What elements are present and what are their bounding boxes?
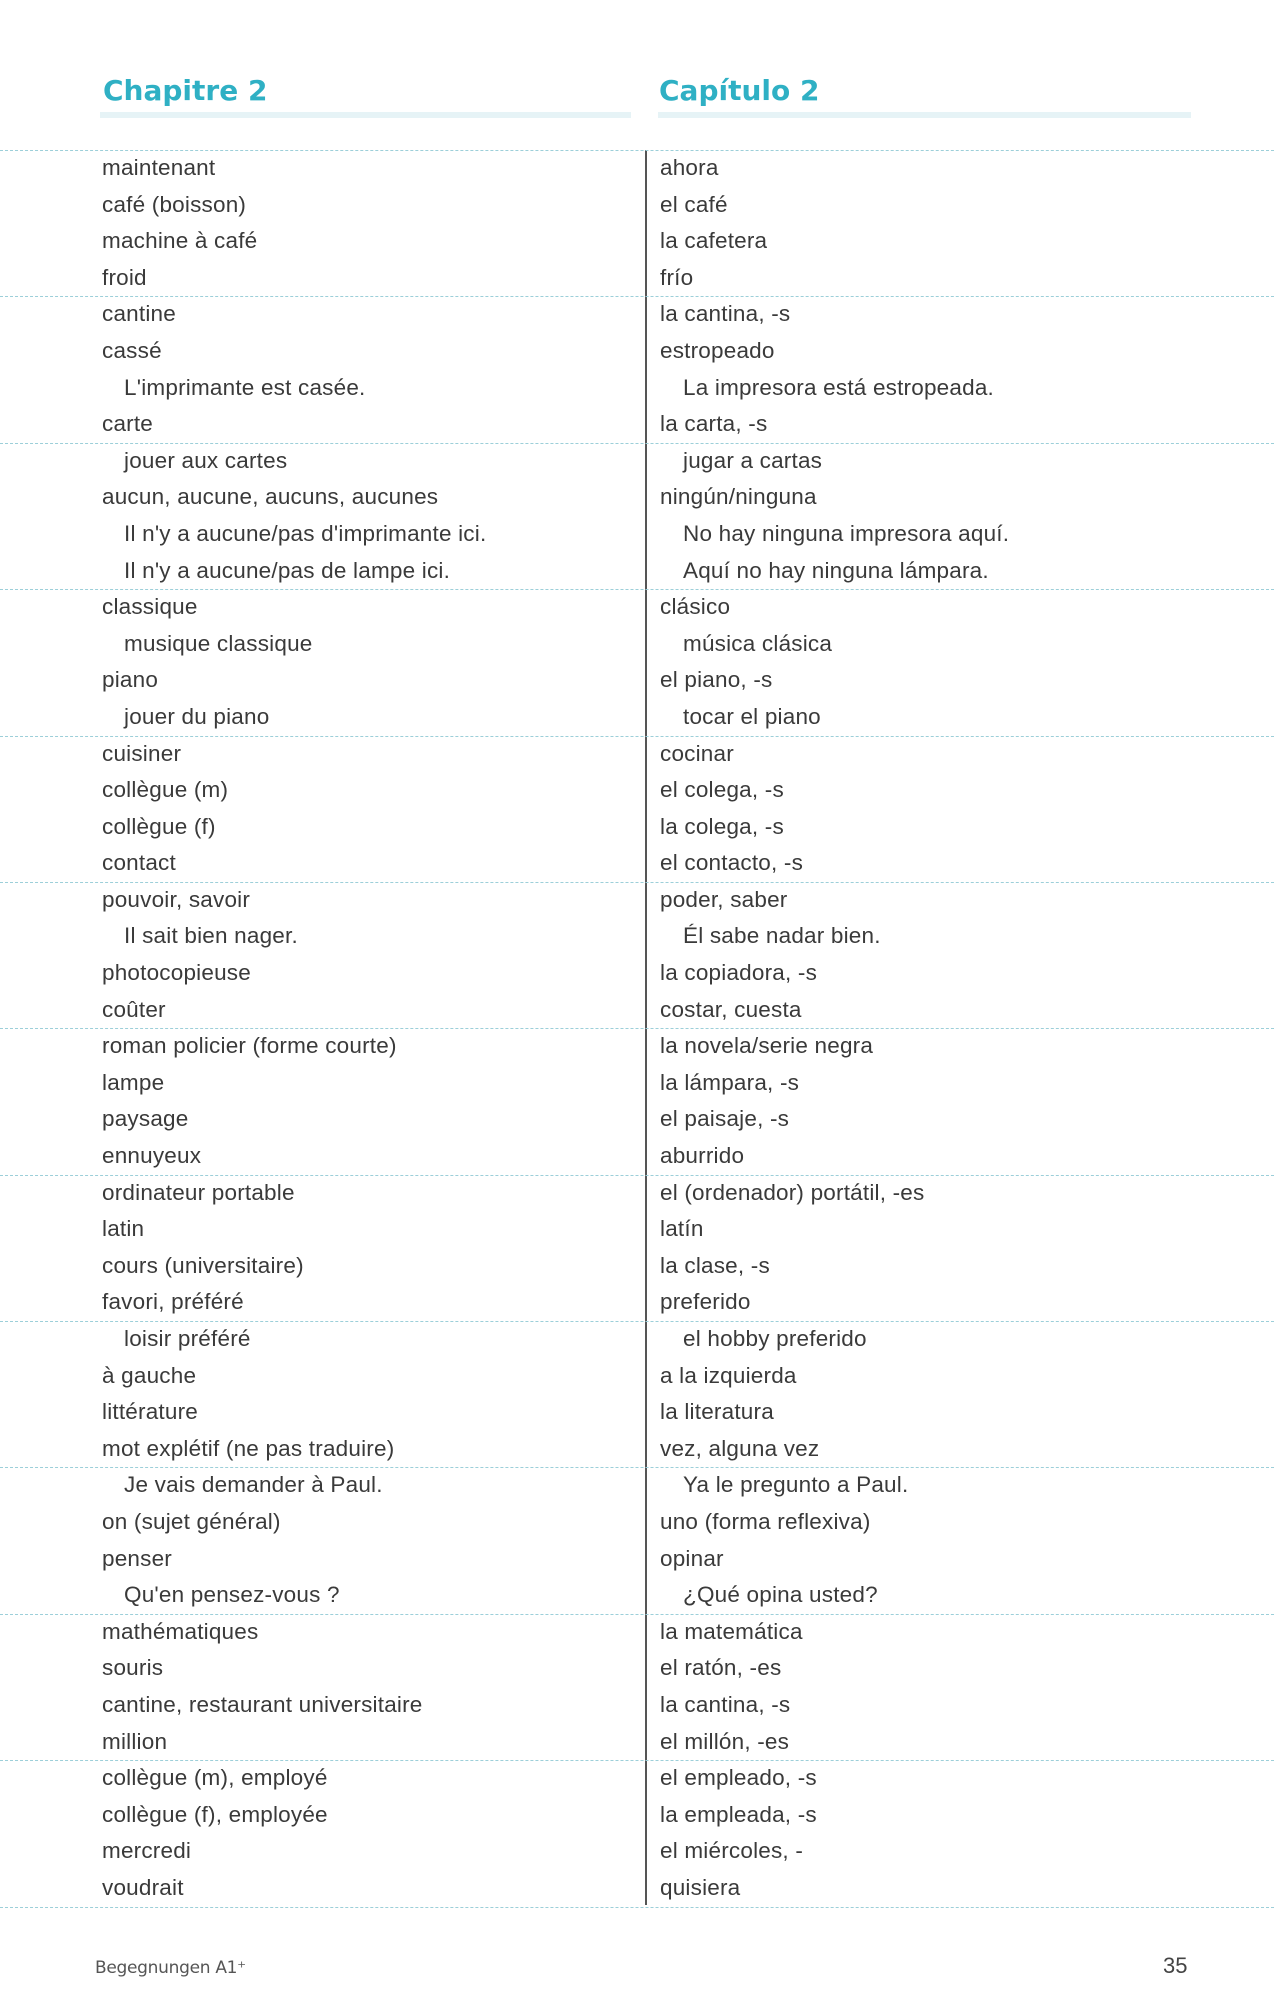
spanish-term: costar, cuesta [660,996,802,1022]
vocab-row [0,1394,1274,1431]
french-term: froid [102,264,147,290]
vocab-row [0,150,1274,187]
vocab-row [0,882,1274,919]
spanish-term: el piano, -s [660,667,773,693]
spanish-term: quisiera [660,1874,741,1900]
vocab-row [0,553,1274,590]
spanish-term: opinar [660,1545,724,1571]
vocab-row [0,1833,1274,1870]
french-title-underline [100,112,631,118]
spanish-title-underline [658,112,1191,118]
spanish-term: el contacto, -s [660,850,804,876]
french-example: Il n'y a aucune/pas de lampe ici. [124,557,451,583]
vocab-row [0,1358,1274,1395]
spanish-term: poder, saber [660,886,788,912]
french-term: cours (universitaire) [102,1252,304,1278]
vocab-row [0,1650,1274,1687]
spanish-term: el café [660,191,728,217]
french-term: lampe [102,1069,165,1095]
french-term: penser [102,1545,172,1571]
vocab-row [0,1065,1274,1102]
spanish-term: la copiadora, -s [660,960,818,986]
vocab-row [0,516,1274,553]
french-term: ennuyeux [102,1143,202,1169]
spanish-example: Ya le pregunto a Paul. [683,1472,909,1498]
vocab-row [0,1724,1274,1761]
vocab-row [0,662,1274,699]
vocab-row [0,1028,1274,1065]
vocab-row [0,1248,1274,1285]
french-term: cuisiner [102,740,182,766]
french-term: aucun, aucune, aucuns, aucunes [102,484,439,510]
spanish-term: el ratón, -es [660,1655,782,1681]
vocab-row [0,1284,1274,1321]
french-example: jouer du piano [124,703,270,729]
vocab-row [0,918,1274,955]
book-title: Begegnungen A1⁺ [95,1958,246,1978]
vocab-row [0,1138,1274,1175]
spanish-column-title: Capítulo 2 [659,74,820,107]
vocab-row [0,1687,1274,1724]
vocab-row [0,992,1274,1029]
spanish-term: vez, alguna vez [660,1435,820,1461]
vocab-row [0,809,1274,846]
french-term: cassé [102,337,162,363]
vocab-row [0,1504,1274,1541]
spanish-example: Él sabe nadar bien. [683,923,881,949]
french-term: classique [102,594,198,620]
french-example: Je vais demander à Paul. [124,1472,383,1498]
french-term: carte [102,411,154,437]
vocab-row [0,1760,1274,1797]
spanish-term: estropeado [660,337,775,363]
french-example: jouer aux cartes [124,447,288,473]
spanish-example: tocar el piano [683,703,821,729]
spanish-example: Aquí no hay ninguna lámpara. [683,557,989,583]
spanish-term: la colega, -s [660,813,784,839]
french-example: L'imprimante est casée. [124,374,366,400]
spanish-term: latín [660,1216,704,1242]
spanish-term: frío [660,264,694,290]
spanish-term: la cafetera [660,228,768,254]
vocab-row [0,1211,1274,1248]
spanish-term: la lámpara, -s [660,1069,800,1095]
french-term: collègue (f) [102,813,216,839]
spanish-term: aburrido [660,1143,745,1169]
french-term: machine à café [102,228,258,254]
vocab-row [0,1467,1274,1504]
french-example: musique classique [124,630,313,656]
spanish-term: la cantina, -s [660,301,791,327]
spanish-example: jugar a cartas [683,447,823,473]
vocab-row [0,845,1274,882]
french-term: photocopieuse [102,960,251,986]
spanish-example: ¿Qué opina usted? [683,1582,878,1608]
spanish-example: La impresora está estropeada. [683,374,994,400]
vocab-row [0,736,1274,773]
french-term: coûter [102,996,166,1022]
vocab-row [0,1614,1274,1651]
vocab-row [0,187,1274,224]
spanish-term: a la izquierda [660,1362,797,1388]
spanish-term: la literatura [660,1399,774,1425]
vocab-row [0,223,1274,260]
vocab-row [0,1541,1274,1578]
vocab-row [0,1797,1274,1834]
french-term: pouvoir, savoir [102,886,251,912]
spanish-term: clásico [660,594,731,620]
spanish-term: la clase, -s [660,1252,770,1278]
french-term: collègue (m), employé [102,1765,328,1791]
spanish-term: la carta, -s [660,411,768,437]
french-term: littérature [102,1399,198,1425]
french-term: cantine [102,301,176,327]
french-term: latin [102,1216,145,1242]
vocab-row [0,699,1274,736]
page-number: 35 [1163,1953,1188,1978]
spanish-term: el colega, -s [660,777,784,803]
french-term: mot explétif (ne pas traduire) [102,1435,395,1461]
spanish-example: el hobby preferido [683,1326,867,1351]
vocab-row [0,443,1274,480]
french-term: ordinateur portable [102,1179,295,1205]
spanish-term: ningún/ninguna [660,484,817,510]
spanish-example: No hay ninguna impresora aquí. [683,520,1010,546]
bottom-separator [0,1907,1274,1908]
vocab-row [0,955,1274,992]
spanish-term: el (ordenador) portátil, -es [660,1179,925,1205]
vocab-row [0,626,1274,663]
french-term: paysage [102,1106,189,1132]
vocab-row [0,1175,1274,1212]
french-example: loisir préféré [124,1326,251,1351]
spanish-term: la novela/serie negra [660,1033,874,1059]
spanish-term: la empleada, -s [660,1801,817,1827]
french-term: million [102,1728,168,1754]
vocab-row [0,370,1274,407]
vocab-row [0,333,1274,370]
vocab-row [0,1321,1274,1358]
french-term: cantine, restaurant universitaire [102,1691,423,1717]
french-term: contact [102,850,176,876]
french-example: Qu'en pensez-vous ? [124,1582,340,1608]
spanish-term: ahora [660,155,719,180]
vocab-row [0,1870,1274,1907]
french-term: roman policier (forme courte) [102,1033,397,1059]
spanish-example: música clásica [683,630,833,656]
vocab-row [0,479,1274,516]
vocab-row [0,772,1274,809]
vocab-row [0,589,1274,626]
spanish-term: uno (forma reflexiva) [660,1508,871,1534]
french-term: piano [102,667,159,693]
french-term: on (sujet général) [102,1508,281,1534]
vocab-row [0,296,1274,333]
spanish-term: el paisaje, -s [660,1106,790,1132]
spanish-term: el miércoles, - [660,1838,804,1864]
french-term: maintenant [102,155,216,180]
french-term: café (boisson) [102,191,247,217]
french-term: favori, préféré [102,1289,244,1315]
french-term: mercredi [102,1838,192,1864]
spanish-term: el millón, -es [660,1728,790,1754]
french-example: Il n'y a aucune/pas d'imprimante ici. [124,520,487,546]
french-term: collègue (m) [102,777,229,803]
spanish-term: la cantina, -s [660,1691,791,1717]
vocab-row [0,406,1274,443]
french-term: voudrait [102,1874,184,1900]
vocab-row [0,1101,1274,1138]
spanish-term: cocinar [660,740,734,766]
spanish-term: la matemática [660,1618,803,1644]
vocabulary-list [0,150,1274,1907]
french-example: Il sait bien nager. [124,923,298,949]
vocab-row [0,260,1274,297]
french-term: collègue (f), employée [102,1801,328,1827]
spanish-term: el empleado, -s [660,1765,817,1791]
vocab-row [0,1577,1274,1614]
vocab-row [0,1431,1274,1468]
french-column-title: Chapitre 2 [103,74,268,107]
french-term: mathématiques [102,1618,259,1644]
french-term: à gauche [102,1362,197,1388]
spanish-term: preferido [660,1289,751,1315]
french-term: souris [102,1655,164,1681]
